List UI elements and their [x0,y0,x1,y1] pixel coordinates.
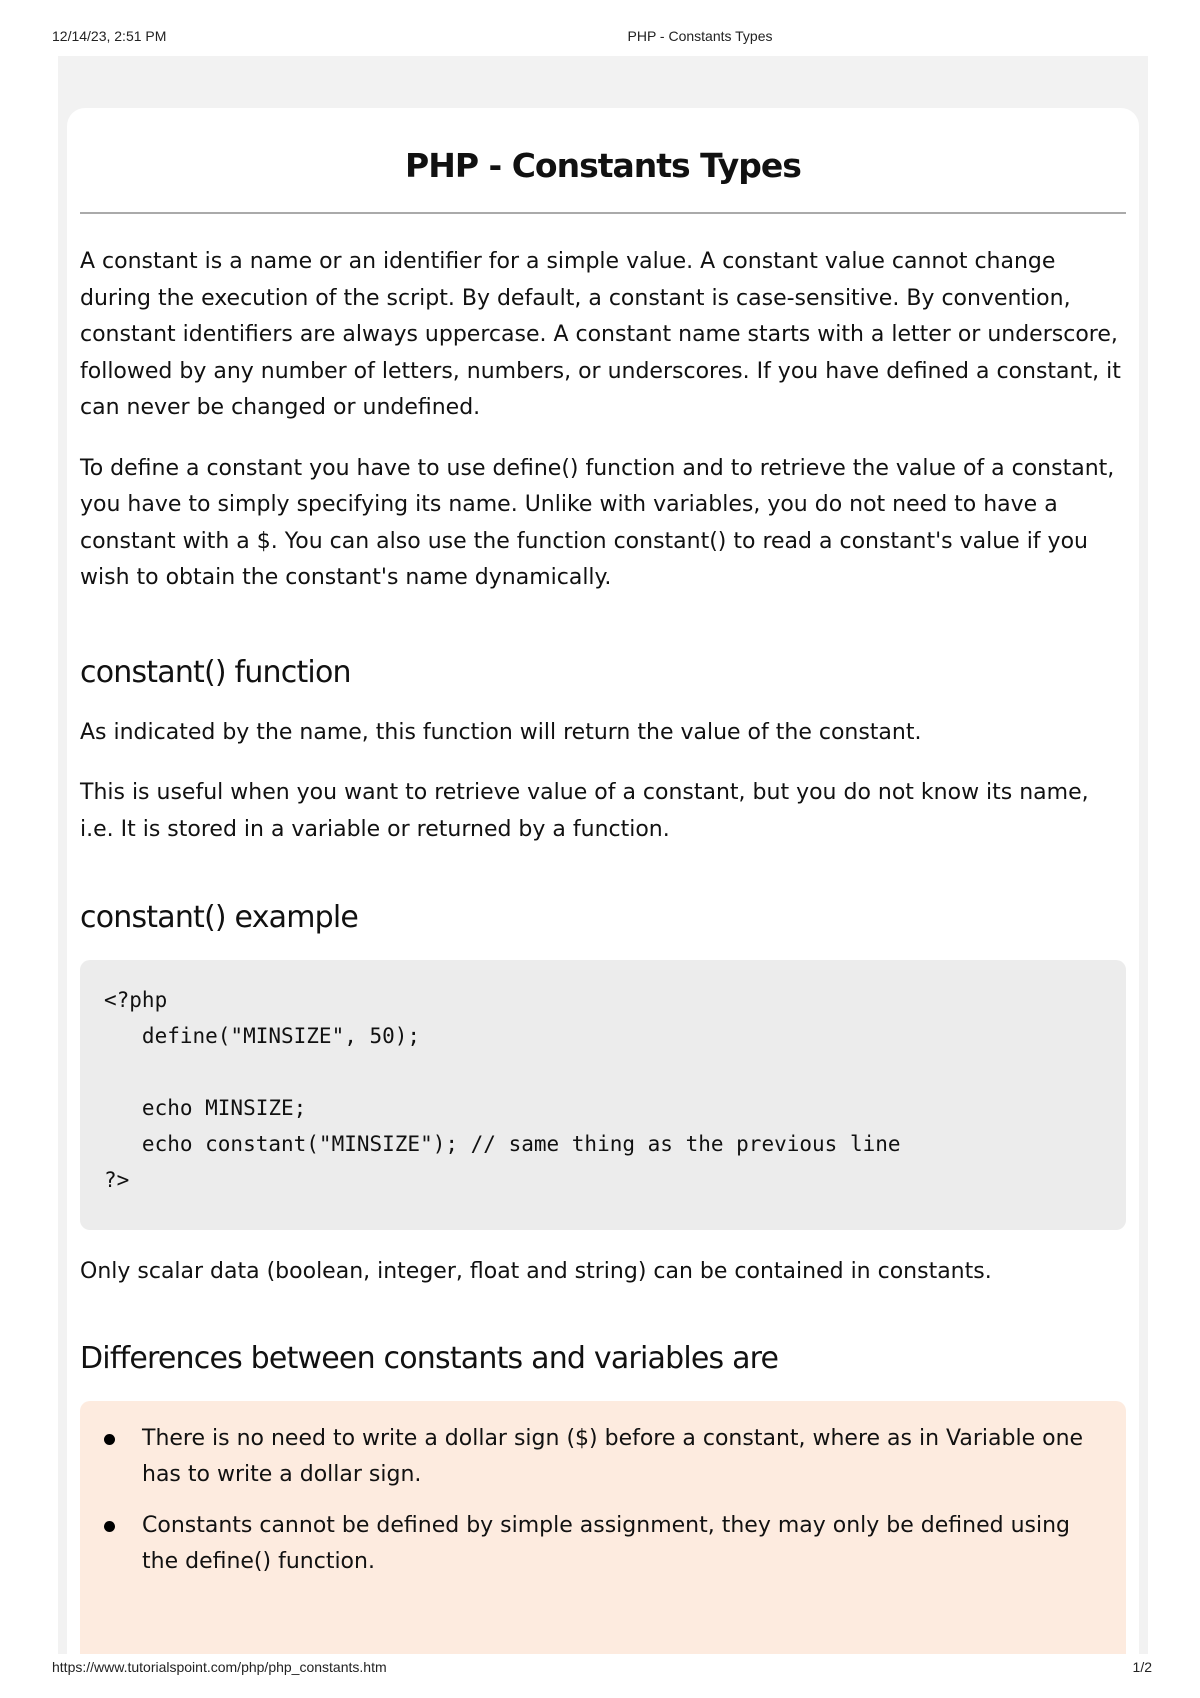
code-block[interactable] [80,960,1126,1230]
code-line: echo MINSIZE; [104,1096,307,1120]
article-content [80,108,1126,1654]
section-heading-differences: Differences between constants and variables are [80,1340,779,1376]
section-heading-constant-function: constant() function [80,654,351,690]
intro-paragraph: A constant is a name or an identifier for a simple value. A constant value cannot change during the execution of the script. By default, a constant is case-sensitive. By convention, constant identifiers are always uppercase. A constant name starts with a letter or underscore, followed by any number of letters, numbers, or underscores. If you have defined a constant, it can never be changed or undefined. [80,249,1121,420]
print-page-title: PHP - Constants Types [627,28,773,44]
code-line: <?php [104,988,168,1012]
intro-paragraph: To define a constant you have to use define() function and to retrieve the value of a constant, you have to simply specifying its name. Unlike with variables, you do not need to have a constant with a $. You can also use the function constant() to read a constant's value if you wish to obtain the constant's name dynamically. [80,455,1115,590]
bullet-icon [104,1434,115,1445]
function-paragraph: As indicated by the name, this function will return the value of the constant. [80,719,922,745]
code-line [104,1054,1102,1090]
list-item-text: Constants cannot be defined by simple assignment, they may only be defined using the define() function. [142,1512,1071,1574]
print-datetime: 12/14/23, 2:51 PM [52,28,167,44]
list-item-text: There is no need to write a dollar sign ($) before a constant, where as in Variable one has to write a dollar sign. [142,1425,1084,1487]
print-footer [0,1659,1200,1683]
print-url[interactable]: https://www.tutorialspoint.com/php/php_constants.htm [52,1659,387,1675]
example-note: Only scalar data (boolean, integer, float and string) can be contained in constants. [80,1259,992,1284]
code-line: echo constant("MINSIZE"); // same thing as the previous line [104,1132,901,1156]
section-heading-constant-example: constant() example [80,900,359,935]
print-header [0,28,1200,52]
code-line: define("MINSIZE", 50); [104,1024,421,1048]
article-card [67,108,1139,1654]
page-frame [58,56,1148,1654]
list-item [104,1508,1096,1581]
code-line: ?> [104,1168,130,1192]
print-page-number: 1/2 [1132,1659,1152,1675]
differences-box [80,1401,1126,1655]
title-divider [80,212,1126,214]
bullet-icon [104,1521,115,1532]
page-title: PHP - Constants Types [405,146,801,185]
function-paragraph: This is useful when you want to retrieve value of a constant, but you do not know its name, i.e. It is stored in a variable or returned by a function. [80,780,1089,842]
list-item [104,1421,1096,1494]
